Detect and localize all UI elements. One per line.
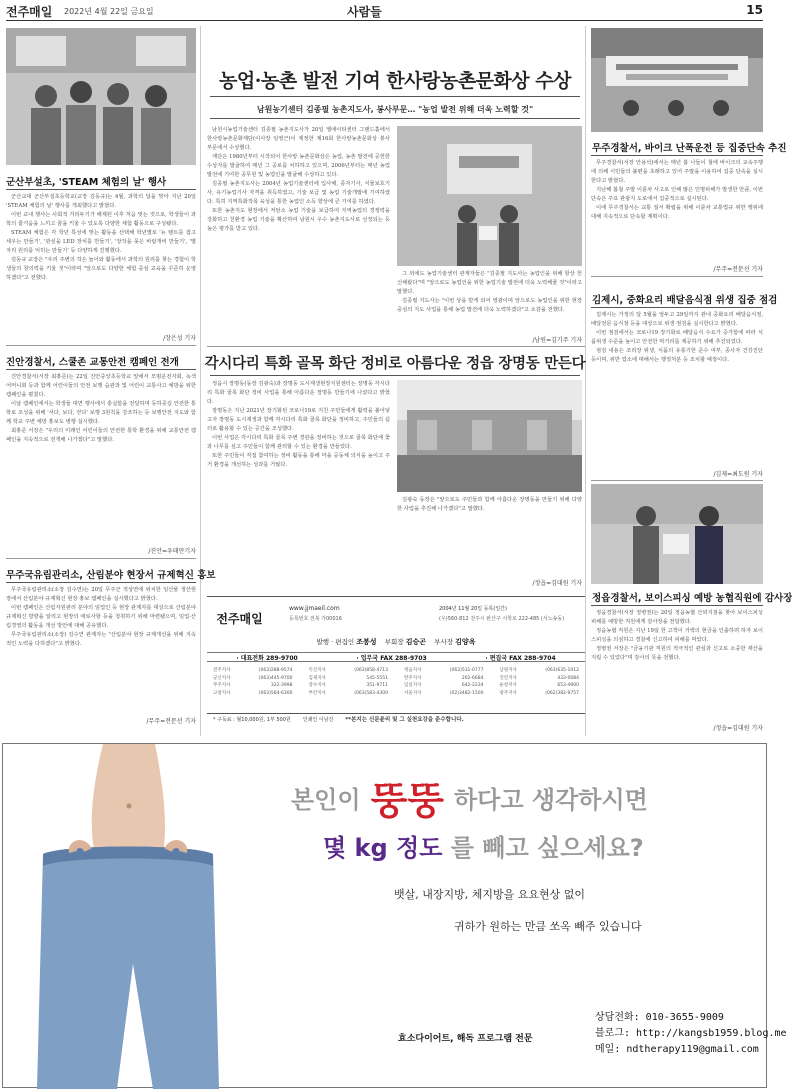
right-photo-2	[591, 484, 763, 584]
headline-rule	[210, 118, 580, 119]
branch-entry: 장수지사 351-9711	[308, 683, 388, 688]
branch-entry: 무주지사 322-3998	[213, 683, 293, 688]
left-article-1-body: 군산교대 군산부설초등학교(교장 김동규)는 4월, 과학의 달을 맞아 지난 20일 'STEAM 체험의 날' 행사를 개최했다고 밝혔다. 이번 교내 행사는 사회적 거리두기가 해제된 이후 처음 맞는 것으로, 학생들이 과학의 즐거움을 느끼고 꿈을 키울 수 있도록 다양한 체험 활동으로 구성됐다. STEAM 체험은 각 학년 특성에 맞는 활동을 선택해 학년별로 '뉴 텐트를 접고 세우는 만들기', '관심을 LED 장치를 만들기', '장작을 꽂은 바람개비 만들기', '별자리 원리를 익히는 만들기' 등 다양하게 진행했다. 김동규 교장은 "우리 주변의 작은 놀이와 활동에서 과학의 원리를 찾는 경험이 학생들의 창의력을 키울 것"이라며 "앞으로도 다양한 체험 중심 교육을 꾸준히 운영하겠다"고 전했다.	[6, 194, 196, 281]
right-article-2-byline: /김제=최도원 기자	[713, 471, 763, 478]
headline-rule	[210, 96, 580, 97]
main-subheadline: 남원농기센터 김종필 농촌지도사, 봉사부문… "농업 발전 위해 더욱 노력할 것"	[256, 105, 534, 114]
left-article-3-title: 무주국유림관리소, 산림분야 현장서 규제혁신 홍보	[6, 570, 216, 581]
headline-rule	[210, 375, 580, 376]
issue-date: 2022년 4월 22일 금요일	[64, 7, 154, 16]
second-headline: 각시다리 특화 골목 화단 정비로 아름다운 정읍 장명동 만든다	[204, 355, 586, 372]
newspaper-masthead	[207, 596, 585, 724]
diet-advertisement	[2, 743, 787, 1088]
left-article-1-byline: /장은성 기자	[163, 335, 196, 342]
masthead-url: www.jjmaeil.com	[289, 605, 340, 612]
right-article-2-title: 김제시, 중화요리 배달음식점 위생 집중 점검	[592, 295, 778, 306]
page-header	[6, 3, 763, 21]
main-article-body-col2: 그 외에도 농업기술센터 관계자들은 "김종필 지도사는 농업인을 위해 항상 헌신해왔다"며 "앞으로도 농업인을 위한 농업기술 발전에 더욱 노력해줄 것"이라고 말했다. 김종필 지도사는 "이번 상을 받게 되어 영광이며 앞으로도 농업인을 위한 현장 중심의 지도 사업을 통해 농업 발전에 더욱 노력하겠다"고 소감을 전했다.	[397, 271, 582, 313]
main-article-byline: /남원=김기주 기자	[532, 337, 582, 344]
second-article-photo	[397, 380, 582, 492]
masthead-logo: 전주매일	[216, 612, 263, 626]
ad-line-1: 본인이 뚱뚱 하다고 생각하시면	[291, 779, 648, 823]
branch-entry: 진안지사 433-0084	[499, 675, 579, 681]
branch-entry: 순창지사 653-4900	[499, 683, 579, 688]
left-article-2-title: 진안경찰서, 스쿨존 교통안전 캠페인 전개	[6, 357, 179, 368]
masthead-reg: 등록번호 전북 가00016	[289, 616, 342, 622]
left-article-1-title: 군산부설초, 'STEAM 체험의 날' 행사	[6, 177, 167, 188]
title-rule	[591, 155, 763, 156]
right-photo-1	[591, 28, 763, 132]
masthead-founded: 2004년 11월 20일 등록(일간)	[439, 606, 507, 612]
branch-entry: 김제지사 545-5551	[308, 675, 388, 681]
left-photo-1	[6, 28, 196, 165]
column-divider-right	[585, 26, 586, 736]
ad-email: 메일: ndtherapy119@gmail.com	[595, 1044, 759, 1055]
main-article-body-col1: 남원시농업기술센터 김종필 농촌지도사가 20일 엘에이티센터 그랜드홀에서 한사랑농촌문화재단(이사장 임영근)이 제정한 제16회 한사랑농촌문화상 봉사부문에서 수상했다. 재단은 1980년부터 시작되어 한사랑 농촌문화상은 농업, 농촌 발전에 공헌한 수상자를 발굴하여 매년 그 공로를 치하하고 있으며, 2006년부터는 매년 농업 발전에 기여한 공무원 및 농업인을 발굴해 수상하고 있다. 김종필 농촌지도사는 2004년 농업기술센터에 입사해, 종자기사, 식물보호기사, 유기농업기사 자격을 취득하였고, 기술 보급 및 농업 기술개발에 기여하였다. 특히 지역특화작목 육성을 통한 농업인 소득 향상에 큰 기여를 하였다. 또한 농촌지도 현장에서 저탄소 농업 기술을 보급하여 지역농업의 경쟁력을 강화하고 친환경 농업 기술을 확산하여 남원시 우수 농촌지도사로 선정되는 등 높은 평가를 받고 있다.	[207, 127, 390, 232]
left-article-3-byline: /무주=전문선 기자	[146, 718, 196, 725]
ad-contact	[595, 1010, 787, 1058]
title-rule	[6, 369, 196, 370]
left-article-3-body: 무주국유림관리소(소장 김수연)는 20일 무주군 적상면에 위치한 임산물 생산현장에서 산림분야 규제혁신 현장 홍보 캠페인을 실시했다고 밝혔다. 이번 캠페인은 산림자원관리 분야의 임업인 등 현장 관계자를 대상으로 산림분야 규제혁신 방향을 알리고 현장의 애로사항 등을 청취하기 위해 마련됐으며, 임업·산림경영의 활동을 개선 방안에 대해 공유했다. 무주국유림관리소(소장) 김수연 관계자는 "산림분야 현장 규제개선을 위해 지속적인 노력을 다하겠다"고 밝혔다.	[6, 587, 196, 647]
left-article-2-body: 진안경찰서(서장 최홍준)는 22일 진안중앙초등학교 앞에서 모범운전자회, 녹색어머니회 등과 함께 어린이들의 안전 보행 습관과 및 어린이 교통사고 예방을 위한 캠페인을 펼쳤다. 이날 캠페인에서는 학생들 대면 행사에서 충실함을 전달하며 등하굣길 안전한 통학로 조성을 위해 '서다, 보다, 걷다' 보행 3원칙을 강조하는 등 보행안전 지도와 함께 학교 주변 예방 홍보도 병행 실시했다. 최홍준 서장은 "우리의 미래인 어린이들의 안전한 통학 환경을 위해 교통안전 캠페인을 지속적으로 전개해 나가겠다"고 말했다.	[6, 374, 196, 443]
article-separator	[6, 345, 196, 346]
branch-entry: 고창지사 (063)564-6300	[213, 690, 293, 696]
article-separator	[591, 480, 763, 481]
section-name: 사람들	[347, 5, 382, 19]
article-separator	[207, 346, 585, 347]
branch-entry: 익산지사 (063)858-4713	[308, 668, 388, 673]
right-article-3-title: 정읍경찰서, 보이스피싱 예방 농협직원에 감사장	[592, 593, 792, 604]
branch-entry: 군산지사 (063)445-9700	[213, 675, 293, 681]
masthead-contacts: · 대표전화 289-9700 · 업무국 FAX 288-9703 · 편집국 FAX 288-9704	[207, 652, 585, 662]
title-rule	[6, 189, 196, 190]
branch-entry: 서울지사 (02)3482-1500	[404, 690, 484, 696]
article-separator	[6, 558, 196, 559]
ad-organization: 효소다이어트, 해독 프로그램 전문	[398, 1034, 533, 1044]
branch-entry: 부안지사 (063)583-4300	[308, 690, 388, 696]
main-headline: 농업·농촌 발전 기여 한사랑농촌문화상 수상	[219, 70, 571, 92]
right-article-3-body: 정읍경찰서(서장 정병권)는 20일 정읍농협 산외지점을 찾아 보이스피싱 피해를 예방한 직원에게 감사장을 전달했다. 정읍농협 직원은 지난 19일 한 고객이 거액의 현금을 인출하려 하자 보이스피싱을 의심하고 경찰에 신고하여 피해를 막았다. 정병권 서장은 "금융기관 직원의 적극적인 관심과 신고로 소중한 재산을 지킬 수 있었다"며 감사의 뜻을 전했다.	[591, 610, 763, 661]
right-article-2-body: 김제시는 가정의 달 5월을 앞두고 29일까지 관내 중화요리 배달음식점, 배달전문 음식점 등을 대상으로 위생 점검을 실시한다고 밝혔다. 이번 점검에서는 코로나19 장기화로 배달음식 수요가 증가함에 따라 식품위생 수준을 높이고 안전한 먹거리를 제공하기 위해 추진되었다. 점검 내용은 조리장 위생, 식품의 유통기한 준수 여부, 종사자 건강진단 등이며, 위반 업소에 대해서는 행정처분 등 조치할 예정이다.	[591, 312, 763, 363]
ad-blog: 블로그: http://kangsb1959.blog.me	[595, 1028, 787, 1039]
right-article-1-byline: /무주=전문선 기자	[713, 266, 763, 273]
branch-entry: 광주지사 (062)382-9757	[499, 690, 579, 696]
branch-entry: 전주지사 (063)288-9574	[213, 668, 293, 673]
title-rule	[591, 605, 763, 606]
right-article-3-byline: /정읍=김대원 기자	[713, 725, 763, 732]
column-divider-left	[200, 26, 201, 736]
title-rule	[6, 582, 196, 583]
ad-phone: 상담전화: 010-3655-9009	[595, 1012, 724, 1023]
ad-line-2: 몇 kg 정도 를 빼고 싶으세요?	[323, 834, 644, 862]
right-article-1-title: 무주경찰서, 바이크 난폭운전 등 집중단속 추진	[592, 143, 787, 154]
second-article-body-col2: 김광숙 동장은 "앞으로도 주민들과 함께 아름다운 장명동을 만들기 위해 다양한 사업을 추진해 나가겠다"고 말했다.	[397, 497, 582, 512]
article-separator	[591, 276, 763, 277]
waist-illustration	[33, 744, 223, 1089]
second-article-byline: /정읍=김대원 기자	[532, 580, 582, 587]
second-article-body-col1: 정읍시 장명동(동장 김광숙)과 장명동 도시재생현장지원센터는 장명동 각시다리 특화 골목 화단 정비 사업을 통해 아름다운 장명동 만들기에 나섰다고 밝혔다. 장명동은 지난 2021년 장기화된 코로나19로 지친 주민들에게 활력을 불어넣고자 장명동 도시재생과 함께 각시다리 특화 골목 화단을 정비하고, 주민들의 쉼터로 활용할 수 있는 공간을 조성했다. 이번 사업은 각시다리 특화 골목 주변 경관을 정비하는 것으로 골목 화단에 꽃과 나무를 심고 주민들이 함께 관리할 수 있는 환경을 만들었다. 또한 주민들이 직접 참여하는 정비 활동을 통해 마을 공동체 의식을 높이고 주거 환경을 개선하는 성과를 거뒀다.	[207, 381, 390, 468]
branch-entry: 임실지사 642-2234	[404, 683, 484, 688]
ad-line-3: 뱃살, 내장지방, 체지방을 요요현상 없이	[394, 888, 585, 901]
branch-list	[207, 667, 585, 697]
masthead-address: (우)560-812 전주시 완산구 서학로 222-485 (서노송동)	[439, 616, 565, 622]
right-article-1-body: 무주경찰서(서장 안용석)에서는 매년 봄 나들이 철에 바이크의 교속주행에 의해 시민들의 불편을 초래하고 있어 주말을 이용하여 집중 단속을 실시한다고 밝혔다. 지난해 봄철 주말 이륜차 사고로 인해 많은 인명피해가 발생한 만큼, 이번 단속은 주요 관광지 도로에서 집중적으로 실시된다. 이에 무주경찰서는 교통 질서 확립을 위해 이륜차 교통법규 위반 행위에 대해 지속적으로 단속할 계획이다.	[591, 160, 763, 220]
masthead-footer: * 구독료 : 월10,000원, 1부 500원 인쇄인 이남진 **본지는 신문윤리 및 그 실천요강을 준수합니다.	[207, 713, 585, 724]
branch-entry: 정읍지사 (063)531-0777	[404, 668, 484, 673]
left-article-2-byline: /진안=우태만기자	[148, 548, 196, 555]
branch-entry: 완주지사 262-6684	[404, 675, 484, 681]
page-number: 15	[746, 3, 763, 17]
branch-entry: 남원지사 (063)635-1012	[499, 668, 579, 673]
title-rule	[591, 307, 763, 308]
masthead-staff: 발행 · 편집인 조봉성 부회장 김승곤 부사장 김양옥	[316, 638, 476, 646]
newspaper-brand: 전주매일	[6, 5, 53, 19]
ad-line-4: 귀하가 원하는 만큼 쏘옥 빼주 있습니다	[454, 920, 642, 933]
main-article-photo	[397, 126, 582, 266]
